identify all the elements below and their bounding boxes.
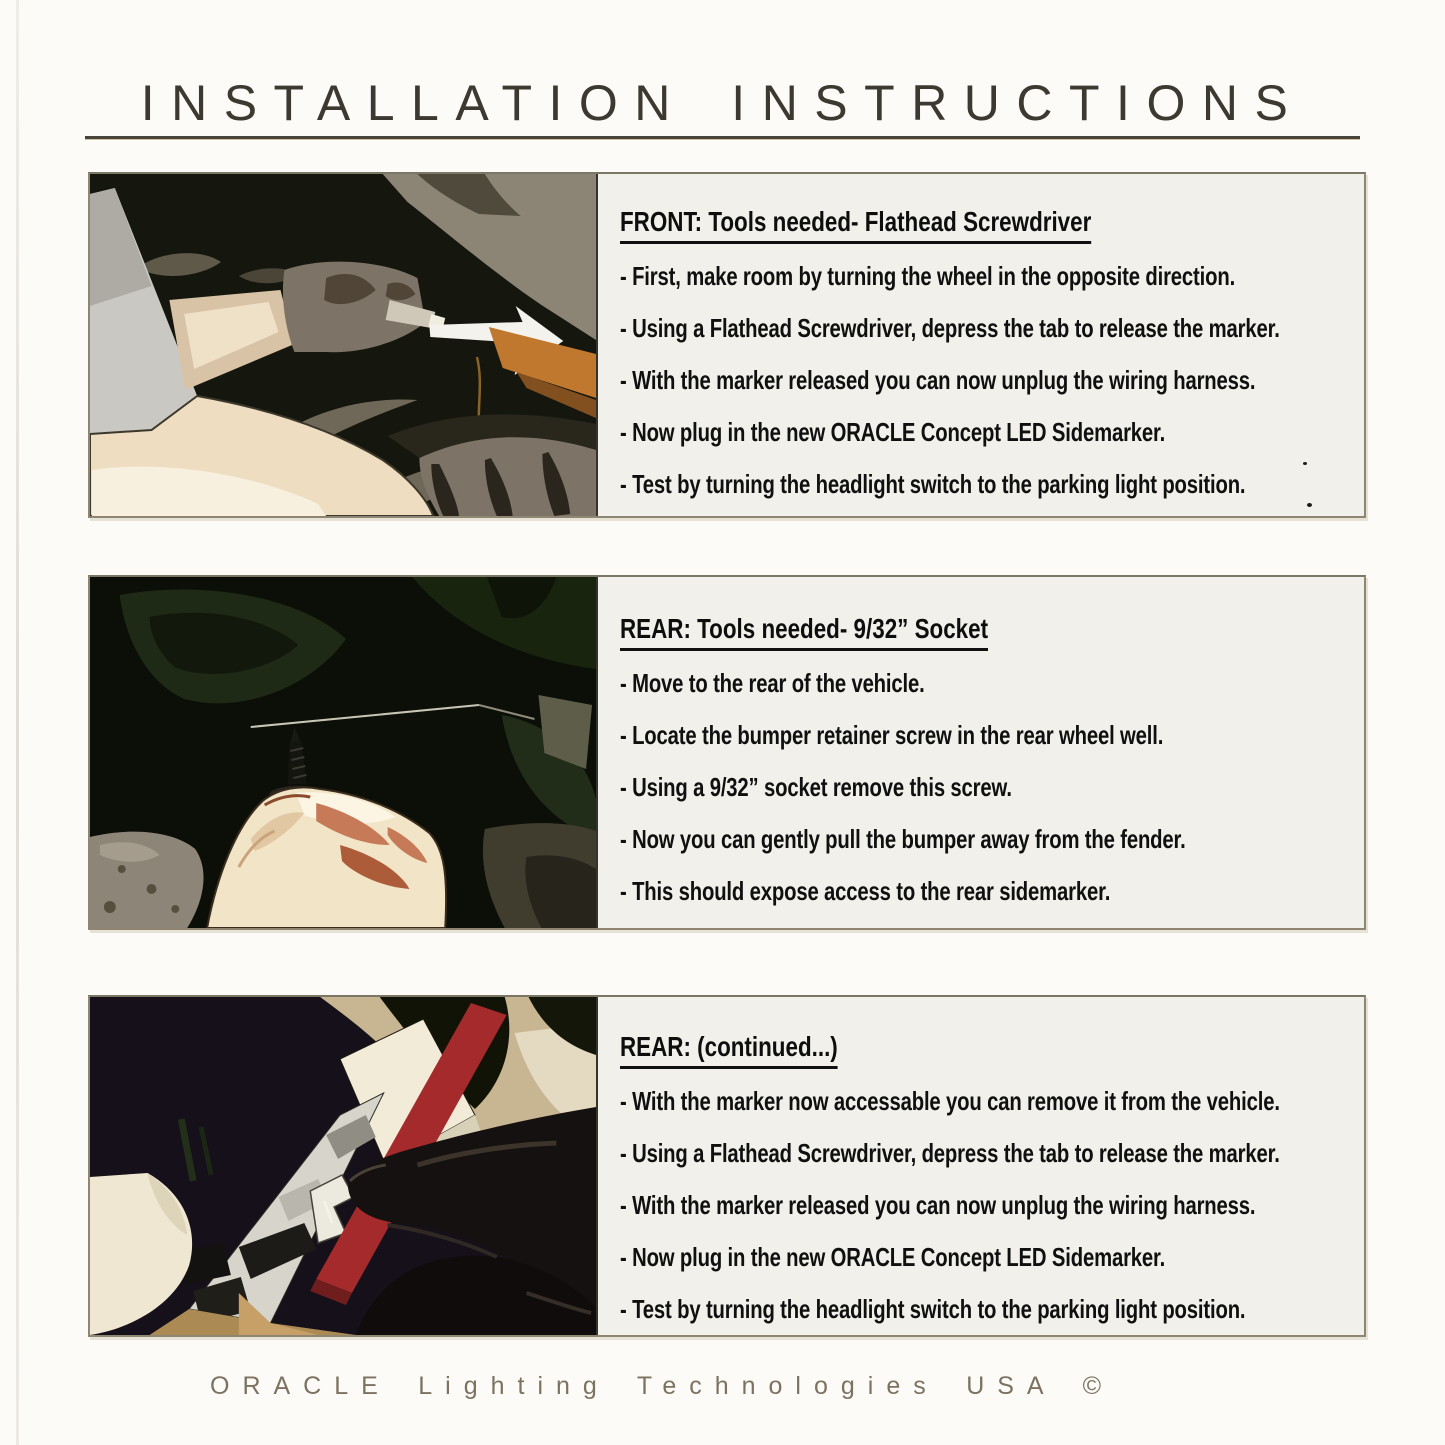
scan-dust-speck	[1307, 503, 1312, 507]
rear-instructions	[598, 577, 1364, 928]
front-step-2: - Using a Flathead Screwdriver, depress the tab to release the marker.	[620, 312, 1280, 343]
front-step-1: - First, make room by turning the wheel in the opposite direction.	[620, 260, 1236, 291]
front-step-5: - Test by turning the headlight switch to the parking light position.	[620, 468, 1246, 499]
front-step-4: - Now plug in the new ORACLE Concept LED Sidemarker.	[620, 416, 1166, 447]
rear-step-1: - Move to the rear of the vehicle.	[620, 667, 925, 698]
rear-continued-instructions	[598, 997, 1364, 1335]
rear-continued-heading: REAR: (continued...)	[620, 1031, 838, 1069]
page-left-edge	[16, 0, 19, 1445]
rear-cont-step-3: - With the marker released you can now unplug the wiring harness.	[620, 1189, 1256, 1220]
rear-marker-removal-photo	[90, 997, 598, 1335]
front-heading: FRONT: Tools needed- Flathead Screwdriver	[620, 206, 1091, 244]
front-sidemarker-photo	[90, 174, 598, 516]
rear-cont-step-2: - Using a Flathead Screwdriver, depress the tab to release the marker.	[620, 1137, 1280, 1168]
rear-step-5: - This should expose access to the rear sidemarker.	[620, 875, 1111, 906]
rear-cont-step-5: - Test by turning the headlight switch to the parking light position.	[620, 1293, 1246, 1324]
front-wheelwell-illustration	[90, 174, 596, 516]
rear-step-4: - Now you can gently pull the bumper away from the fender.	[620, 823, 1186, 854]
sidemarker-in-hand-illustration	[90, 997, 596, 1335]
rear-cont-step-4: - Now plug in the new ORACLE Concept LED Sidemarker.	[620, 1241, 1166, 1272]
title-underline	[85, 136, 1360, 140]
rear-wheelwell-illustration	[90, 577, 596, 928]
rear-screw-photo	[90, 577, 598, 928]
scan-dust-speck	[1303, 462, 1307, 465]
instruction-panel-front	[88, 172, 1366, 518]
instruction-panel-rear	[88, 575, 1366, 930]
front-step-3: - With the marker released you can now unplug the wiring harness.	[620, 364, 1256, 395]
instruction-panel-rear-continued	[88, 995, 1366, 1337]
rear-step-2: - Locate the bumper retainer screw in the rear wheel well.	[620, 719, 1164, 750]
rear-heading: REAR: Tools needed- 9/32” Socket	[620, 613, 988, 651]
rear-cont-step-1: - With the marker now accessable you can remove it from the vehicle.	[620, 1085, 1280, 1116]
front-instructions	[598, 174, 1364, 516]
rear-step-3: - Using a 9/32” socket remove this screw.	[620, 771, 1012, 802]
footer-brand-line: ORACLE Lighting Technologies USA ©	[210, 1372, 1115, 1400]
page-title: INSTALLATION INSTRUCTIONS	[140, 75, 1305, 131]
